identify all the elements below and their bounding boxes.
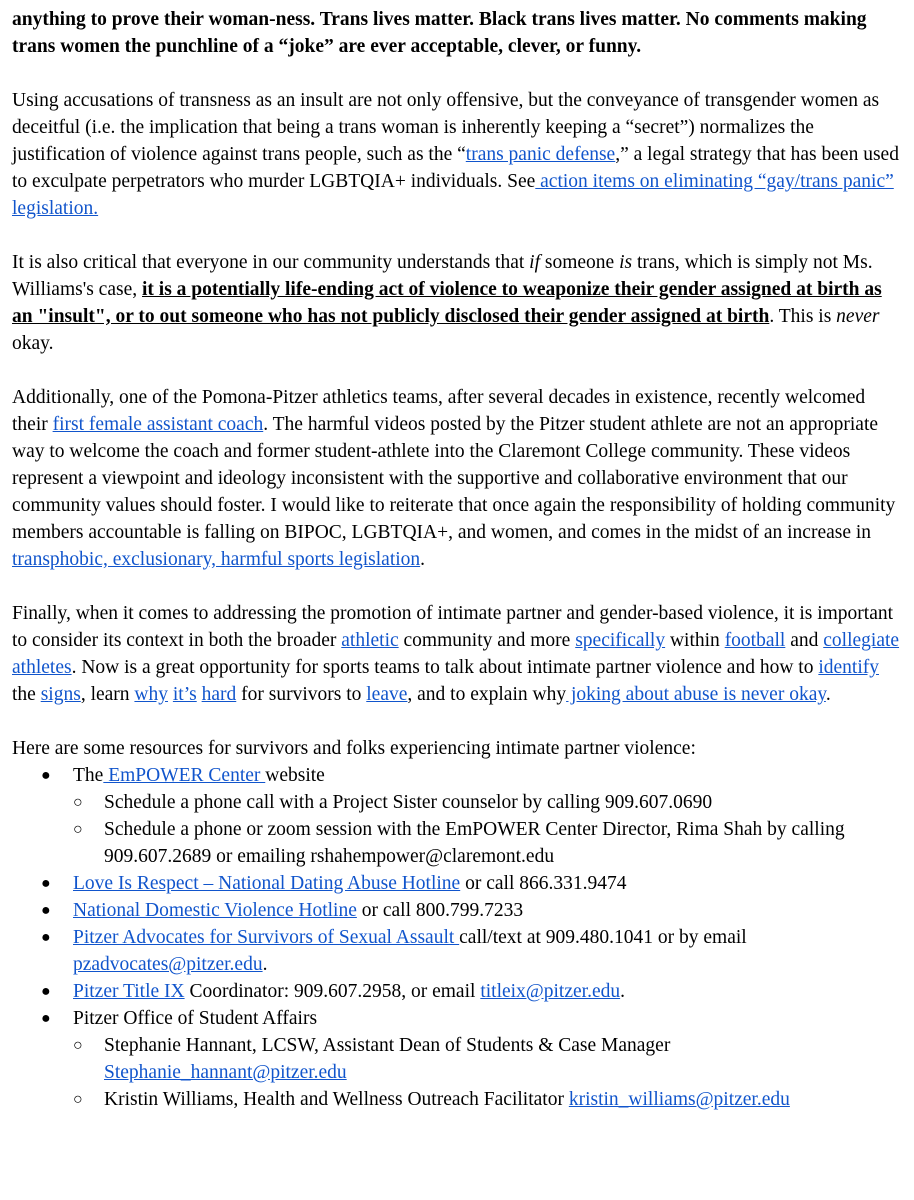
link-pzadvocates-email[interactable]: pzadvocates@pitzer.edu — [73, 954, 263, 975]
link-identify[interactable]: identify — [818, 657, 879, 678]
link-sports-legislation[interactable]: transphobic, exclusionary, harmful sports legislation — [12, 549, 421, 570]
text-span: call/text at 909.480.1041 or by email — [459, 927, 747, 948]
text-span: , and to explain why — [407, 684, 567, 705]
bullet-icon: ● — [41, 983, 51, 1000]
text-span: within — [665, 630, 725, 651]
text-span: or call 866.331.9474 — [460, 873, 627, 894]
link-collegiate-athletes[interactable]: collegiate athletes — [12, 630, 900, 678]
link-stephanie-email[interactable]: Stephanie_hannant@pitzer.edu — [104, 1062, 347, 1083]
text-span: or call 800.799.7233 — [356, 900, 524, 921]
list-item-empower-director — [73, 816, 904, 870]
text-span: . — [825, 684, 831, 705]
link-hard[interactable]: hard — [201, 684, 237, 705]
link-empower-center[interactable]: EmPOWER Center — [103, 765, 266, 786]
text-span: Kristin Williams, Health and Wellness Outreach Facilitator — [104, 1089, 569, 1110]
resources-list — [12, 762, 904, 1113]
text-span: . The harmful videos posted by the Pitzer student athlete are not an appropriate way to welcome the coach and former student-athlete into the Claremont College community. These videos represent a viewpoint and ideology inconsistent with the supportive and collaborative environment that our community values should foster. I would like to reiterate that once again the responsibility of holding community members accountable is falling on BIPOC, LGBTQIA+, and women, and comes in the midst of an increase in — [12, 414, 896, 543]
list-item-student-affairs — [12, 1005, 904, 1113]
paragraph-trans-lives-matter — [12, 6, 904, 60]
italic-is: is — [619, 252, 633, 273]
link-specifically[interactable]: specifically — [575, 630, 666, 651]
text-span: trans, which is simply not Ms. Williams's case, — [12, 252, 873, 300]
list-item-project-sister — [73, 789, 904, 816]
list-item-pitzer-advocates — [12, 924, 904, 978]
text-span: Using accusations of transness as an insult are not only offensive, but the conveyance of transgender women as deceitful (i.e. the implication that being a trans woman is inherently keeping a “secret”) normalizes the justification of violence against trans people, such as the “ — [12, 90, 880, 165]
text-span: for survivors to — [236, 684, 367, 705]
text-span: . This is — [769, 306, 837, 327]
link-joking-about-abuse[interactable]: joking about abuse is never okay — [566, 684, 826, 705]
circle-bullet-icon: ○ — [73, 794, 83, 811]
link-why[interactable]: why — [134, 684, 169, 705]
bullet-icon: ● — [41, 929, 51, 946]
text-span: . — [620, 981, 625, 1002]
circle-bullet-icon: ○ — [73, 821, 83, 838]
empower-sublist — [73, 789, 904, 870]
bold-statement: anything to prove their woman-ness. Trans lives matter. Black trans lives matter. No comments making trans women the punchline of a “joke” are ever acceptable, clever, or funny. — [12, 9, 867, 57]
text-span: Schedule a phone call with a Project Sister counselor by calling 909.607.0690 — [104, 792, 713, 813]
bullet-icon: ● — [41, 767, 51, 784]
bold-underlined-statement: it is a potentially life-ending act of violence to weaponize their gender assigned at birth as an "insult", or to out someone who has not publicly disclosed their gender assigned at birth — [12, 279, 882, 327]
list-item-stephanie-hannant — [73, 1032, 904, 1086]
list-item-ndvh — [12, 897, 904, 924]
link-pitzer-advocates[interactable]: Pitzer Advocates for Survivors of Sexual Assault — [73, 927, 460, 948]
bullet-icon: ● — [41, 902, 51, 919]
link-trans-panic-defense[interactable]: trans panic defense — [465, 144, 616, 165]
text-span: The — [73, 765, 104, 786]
text-span: It is also critical that everyone in our community understands that — [12, 252, 530, 273]
text-span: Finally, when it comes to addressing the promotion of intimate partner and gender-based violence, it is important to consider its context in both the broader — [12, 603, 894, 651]
text-span: and — [785, 630, 824, 651]
link-leave[interactable]: leave — [366, 684, 408, 705]
list-item-kristin-williams — [73, 1086, 904, 1113]
link-action-items[interactable]: action items on eliminating “gay/trans panic” legislation. — [12, 171, 894, 219]
link-national-domestic-violence-hotline[interactable]: National Domestic Violence Hotline — [73, 900, 357, 921]
bullet-icon: ● — [41, 1010, 51, 1027]
italic-if: if — [529, 252, 541, 273]
link-first-female-coach[interactable]: first female assistant coach — [52, 414, 264, 435]
text-span: . — [262, 954, 268, 975]
link-love-is-respect[interactable]: Love Is Respect – National Dating Abuse Hotline — [73, 873, 461, 894]
student-affairs-sublist — [73, 1032, 904, 1113]
paragraph-trans-panic — [12, 87, 904, 222]
link-its[interactable]: it’s — [172, 684, 197, 705]
text-span: someone — [540, 252, 620, 273]
list-item-love-is-respect — [12, 870, 904, 897]
link-kristin-email[interactable]: kristin_williams@pitzer.edu — [568, 1089, 790, 1110]
link-pitzer-title-ix[interactable]: Pitzer Title IX — [73, 981, 185, 1002]
bullet-icon: ● — [41, 875, 51, 892]
link-football[interactable]: football — [724, 630, 786, 651]
circle-bullet-icon: ○ — [73, 1037, 83, 1054]
text-span: Coordinator: 909.607.2958, or email — [184, 981, 481, 1002]
list-item-title-ix — [12, 978, 904, 1005]
text-span: . Now is a great opportunity for sports teams to talk about intimate partner violence and how to — [71, 657, 819, 678]
text-span: website — [265, 765, 325, 786]
text-span: . — [420, 549, 426, 570]
text-span: , learn — [80, 684, 135, 705]
resources-intro: Here are some resources for survivors and folks experiencing intimate partner violence: — [12, 738, 696, 759]
list-item-empower — [12, 762, 904, 870]
paragraph-coach — [12, 384, 904, 573]
text-span: Schedule a phone or zoom session with the EmPOWER Center Director, Rima Shah by calling 909.607.2689 or emailing rshahempower@claremont.edu — [104, 819, 845, 867]
circle-bullet-icon: ○ — [73, 1091, 83, 1108]
paragraph-critical — [12, 249, 904, 357]
link-signs[interactable]: signs — [40, 684, 81, 705]
text-span: the — [12, 684, 41, 705]
text-span: Stephanie Hannant, LCSW, Assistant Dean of Students & Case Manager — [104, 1035, 671, 1056]
text-span: okay. — [12, 333, 54, 354]
text-span: ,” a legal strategy that has been used to exculpate perpetrators who murder LGBTQIA+ individuals. See — [12, 144, 899, 192]
link-athletic[interactable]: athletic — [341, 630, 399, 651]
text-span: community and more — [398, 630, 576, 651]
link-titleix-email[interactable]: titleix@pitzer.edu — [480, 981, 621, 1002]
text-span: Additionally, one of the Pomona-Pitzer athletics teams, after several decades in existence, recently welcomed their — [12, 387, 866, 435]
paragraph-violence — [12, 600, 904, 708]
text-span: Pitzer Office of Student Affairs — [73, 1008, 318, 1029]
italic-never: never — [836, 306, 880, 327]
